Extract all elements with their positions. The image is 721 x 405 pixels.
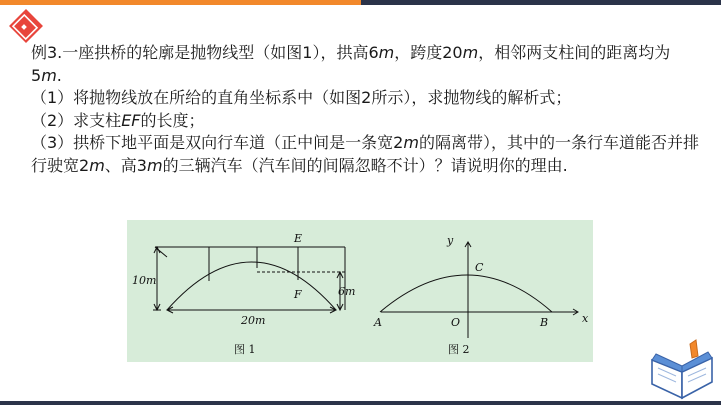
question-1: （1）将抛物线放在所给的直角坐标系中（如图2所示），求抛物线的解析式； bbox=[31, 88, 572, 107]
question-2: （2）求支柱EF的长度； bbox=[31, 110, 205, 130]
problem-intro: 例3.一座拱桥的轮廓是抛物线型（如图1），拱高6m，跨度20m，相邻两支柱间的距离均为5m. bbox=[31, 43, 671, 85]
dimension-span-label: 20m bbox=[241, 314, 266, 327]
figure-2-caption: 图 2 bbox=[448, 343, 470, 356]
top-accent-bar-navy bbox=[361, 0, 721, 5]
point-c-label: C bbox=[475, 261, 484, 274]
x-axis-label: x bbox=[582, 312, 589, 325]
label-f: F bbox=[294, 288, 302, 301]
question-3: （3）拱桥下地平面是双向行车道（正中间是一条宽2m的隔离带），其中的一条行车道能否并排行驶宽2m、高3m的三辆汽车（汽车间的间隔忽略不计）？请说明你的理由. bbox=[31, 133, 699, 175]
point-a-label: A bbox=[374, 316, 382, 329]
problem-number: 例3. bbox=[31, 43, 63, 62]
problem-text bbox=[31, 42, 699, 177]
figure-panel bbox=[127, 220, 593, 362]
bottom-accent-bar bbox=[0, 401, 721, 405]
open-book-icon bbox=[646, 338, 718, 400]
figure-drawings bbox=[127, 220, 593, 362]
dimension-rise-label: 6m bbox=[338, 285, 356, 298]
y-axis-label: y bbox=[447, 234, 454, 247]
label-e: E bbox=[294, 232, 303, 245]
figure-1-bridge bbox=[153, 247, 345, 313]
point-b-label: B bbox=[540, 316, 549, 329]
bridge-arch-curve bbox=[167, 262, 336, 310]
dimension-height-label: 10m bbox=[132, 274, 157, 287]
origin-o-label: O bbox=[451, 316, 461, 329]
parabola-curve bbox=[380, 275, 552, 312]
figure-1-caption: 图 1 bbox=[234, 343, 256, 356]
figure-2-coordinate-system bbox=[380, 242, 578, 338]
